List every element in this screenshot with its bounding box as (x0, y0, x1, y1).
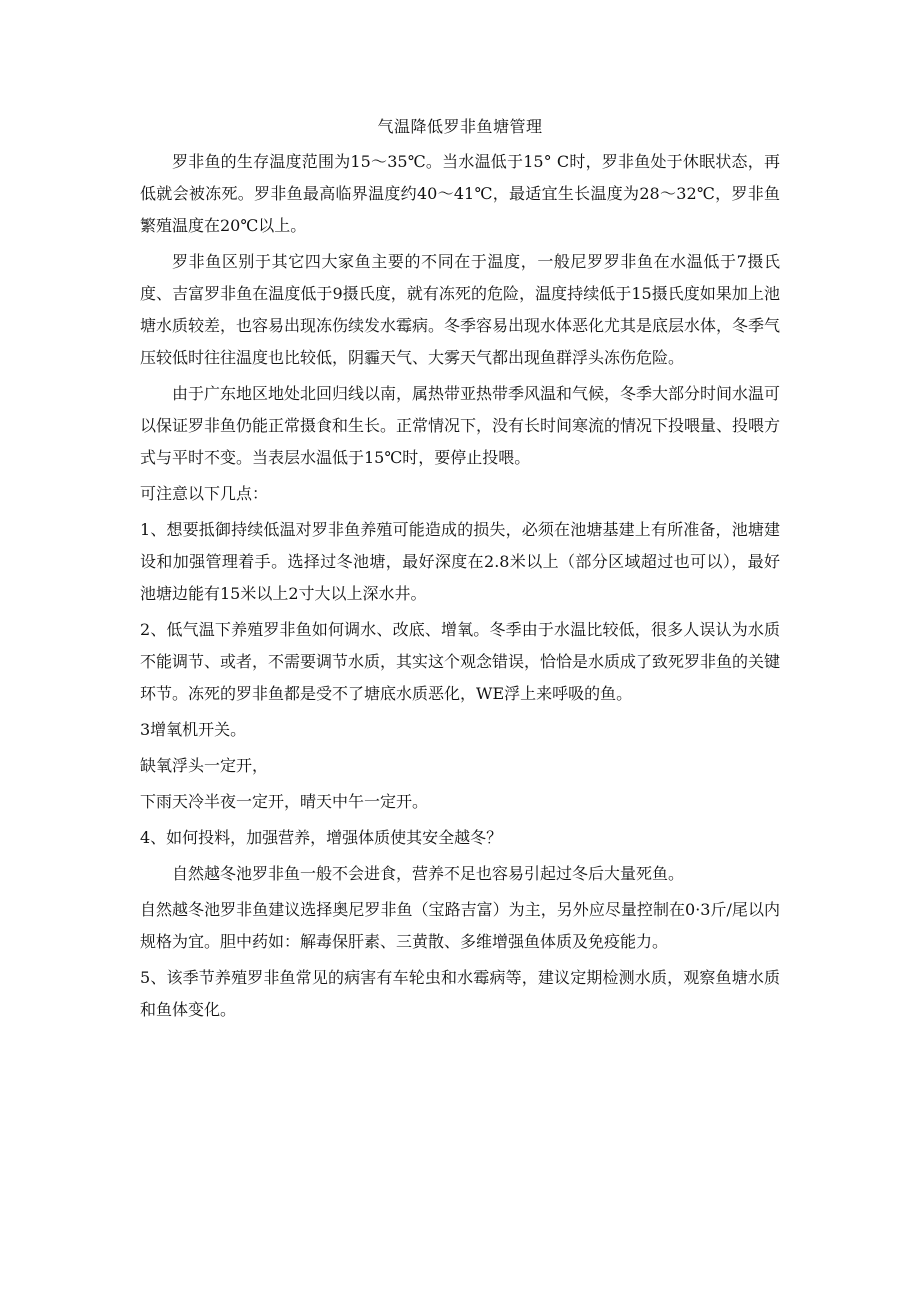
paragraph-guangdong-climate: 由于广东地区地处北回归线以南，属热带亚热带季风温和气候，冬季大部分时间水温可以保证罗非鱼仍能正常摄食和生长。正常情况下，没有长时间寒流的情况下投喂量、投喂方式与平时不变。当表层水温低于15℃时，要停止投喂。 (140, 384, 781, 467)
list-item-aerator: 3增氧机开关。 (140, 720, 247, 739)
paragraph-natural-overwintering: 自然越冬池罗非鱼一般不会进食，营养不足也容易引起过冬后大量死鱼。 (172, 864, 685, 883)
paragraph-notes-intro: 可注意以下几点： (140, 484, 269, 503)
document-title: 气温降低罗非鱼塘管理 (377, 117, 543, 136)
paragraph-temperature-range: 罗非鱼的生存温度范围为15～35℃。当水温低于15° C时，罗非鱼处于休眠状态，再低就会被冻死。罗非鱼最高临界温度约40～41℃，最适宜生长温度为28～32℃，罗非鱼繁殖温度在20℃以上。 (140, 152, 780, 235)
document-page (140, 112, 780, 1026)
list-item-water-management: 2、低气温下养殖罗非鱼如何调水、改底、增氧。冬季由于水温比较低，很多人误认为水质不能调节、或者，不需要调节水质，其实这个观念错误，恰恰是水质成了致死罗非鱼的关键环节。冻死的罗非鱼都是受不了塘底水质恶化，WE浮上来呼吸的鱼。 (140, 620, 781, 703)
aerator-note-oxygen: 缺氧浮头一定开， (140, 756, 269, 775)
list-item-feeding: 4、如何投料，加强营养，增强体质使其安全越冬？ (140, 828, 503, 847)
aerator-note-weather: 下雨天冷半夜一定开，晴天中午一定开。 (140, 792, 429, 811)
list-item-pond-construction: 1、想要抵御持续低温对罗非鱼养殖可能造成的损失，必须在池塘基建上有所准备，池塘建设和加强管理着手。选择过冬池塘，最好深度在2.8米以上（部分区域超过也可以），最好池塘边能有15米以上2寸大以上深水井。 (140, 520, 780, 603)
paragraph-species-selection: 自然越冬池罗非鱼建议选择奥尼罗非鱼（宝路吉富）为主，另外应尽量控制在0·3斤/尾以内规格为宜。胆中药如：解毒保肝素、三黄散、多维增强鱼体质及免疫能力。 (140, 900, 780, 951)
paragraph-species-difference: 罗非鱼区别于其它四大家鱼主要的不同在于温度，一般尼罗罗非鱼在水温低于7摄氏度、吉富罗非鱼在温度低于9摄氏度，就有冻死的危险，温度持续低于15摄氏度如果加上池塘水质较差，也容易出现冻伤续发水霉病。冬季容易出现水体恶化尤其是底层水体，冬季气压较低时往往温度也比较低，阴霾天气、大雾天气都出现鱼群浮头冻伤危险。 (140, 252, 781, 367)
list-item-disease: 5、该季节养殖罗非鱼常见的病害有车轮虫和水霉病等，建议定期检测水质，观察鱼塘水质和鱼体变化。 (140, 968, 780, 1019)
